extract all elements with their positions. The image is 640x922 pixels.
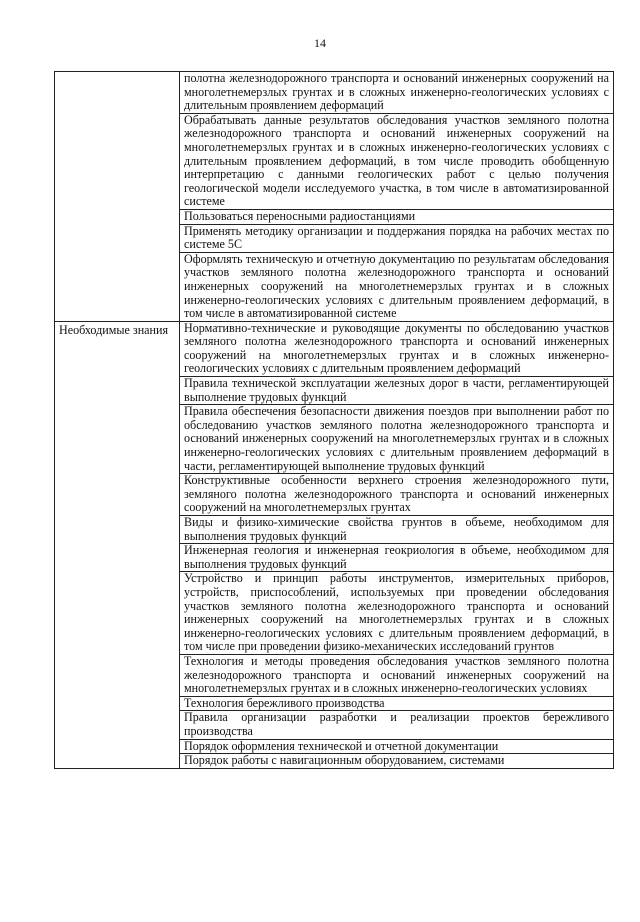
cell-text: Обрабатывать данные результатов обследования участков земляного полотна железнодорожного транспорта и оснований инженерных сооружений на многолетнемерзлых грунтах и в сложных инженерно-геологических условиях с длительным проявлением деформаций, в том числе проводить обобщенную интерпретацию с данными геологических работ с целью получения геологической модели исследуемого участка, в том числе в автоматизированной системе [184,112,609,209]
table-cell [180,321,614,376]
cell-text: Правила обеспечения безопасности движения поездов при выполнении работ по обследованию участков земляного полотна железнодорожного транспорта и оснований инженерных сооружений на многолетнемерзлых грунтах и в сложных инженерно-геологических условиях с длительным проявлением деформаций в части, регламентирующей выполнение трудовых функций [184,404,609,473]
cell-text: Пользоваться переносными радиостанциями [184,208,416,223]
cell-text: Порядок работы с навигационным оборудованием, системами [184,753,505,768]
table-cell [180,544,614,572]
table-cell [180,377,614,405]
cell-text: Оформлять техническую и отчетную документацию по результатам обследования участков земляного полотна железнодорожного транспорта и оснований инженерных сооружений на многолетнемерзлых грунтах и в сложных инженерно-геологических условиях с длительным проявлением деформаций, в том числе в автоматизированной системе [184,251,609,321]
table-cell [180,474,614,516]
table-cell [180,711,614,739]
table-cell [180,572,614,655]
cell-text: Технология и методы проведения обследования участков земляного полотна железнодорожного транспорта и оснований инженерных сооружений на многолетнемерзлых грунтах и в сложных инженерно-геологических условиях [184,653,609,696]
table-cell [180,113,614,209]
table-cell [180,754,614,769]
cell-text: Правила организации разработки и реализации проектов бережливого производства [184,710,609,738]
cell-text: полотна железнодорожного транспорта и оснований инженерных сооружений на многолетнемерзлых грунтах и в сложных инженерно-геологических условиях с длительным проявлением деформаций [184,71,609,113]
page-number: 14 [314,36,326,50]
cell-text: Применять методику организации и поддержания порядка на рабочих местах по системе 5С [184,223,609,252]
table-cell [180,516,614,544]
cell-text: Конструктивные особенности верхнего строения железнодорожного пути, земляного полотна железнодорожного транспорта и оснований инженерных сооружений на многолетнемерзлых грунтах [184,473,609,515]
cell-text: Инженерная геология и инженерная геокриология в объеме, необходимом для выполнения трудовых функций [184,543,609,571]
cell-text: Виды и физико-химические свойства грунтов в объеме, необходимом для выполнения трудовых функций [184,515,609,543]
cell-text: Правила технической эксплуатации железных дорог в части, регламентирующей выполнение трудовых функций [184,376,609,404]
section-label-knowledge: Необходимые знания [55,321,180,768]
table-cell [180,696,614,711]
table-cell [180,72,614,114]
table-cell [180,209,614,224]
cell-text: Устройство и принцип работы инструментов, измерительных приборов, устройств, приспособлений, используемых при проведении обследования участков земляного полотна железнодорожного транспорта и оснований инженерных сооружений на многолетнемерзлых грунтах и в сложных инженерно-геологических условиях с длительным проявлением деформаций, в том числе при проведении физико-механических исследований грунтов [184,571,609,654]
cell-text: Технология бережливого производства [184,695,385,710]
table-cell [180,739,614,754]
cell-text: Нормативно-технические и руководящие документы по обследованию участков земляного полотна железнодорожного транспорта и оснований инженерных сооружений на многолетнемерзлых грунтах и в сложных инженерно-геологических условиях с длительным проявлением деформаций [184,320,609,376]
table-cell [180,224,614,252]
table-row [55,321,614,376]
cell-text: Порядок оформления технической и отчетной документации [184,738,499,753]
table-cell [180,405,614,474]
table-cell [180,252,614,321]
table-cell [180,654,614,696]
competency-table [54,71,614,769]
table-row [55,72,614,114]
section-label-skills [55,72,180,322]
